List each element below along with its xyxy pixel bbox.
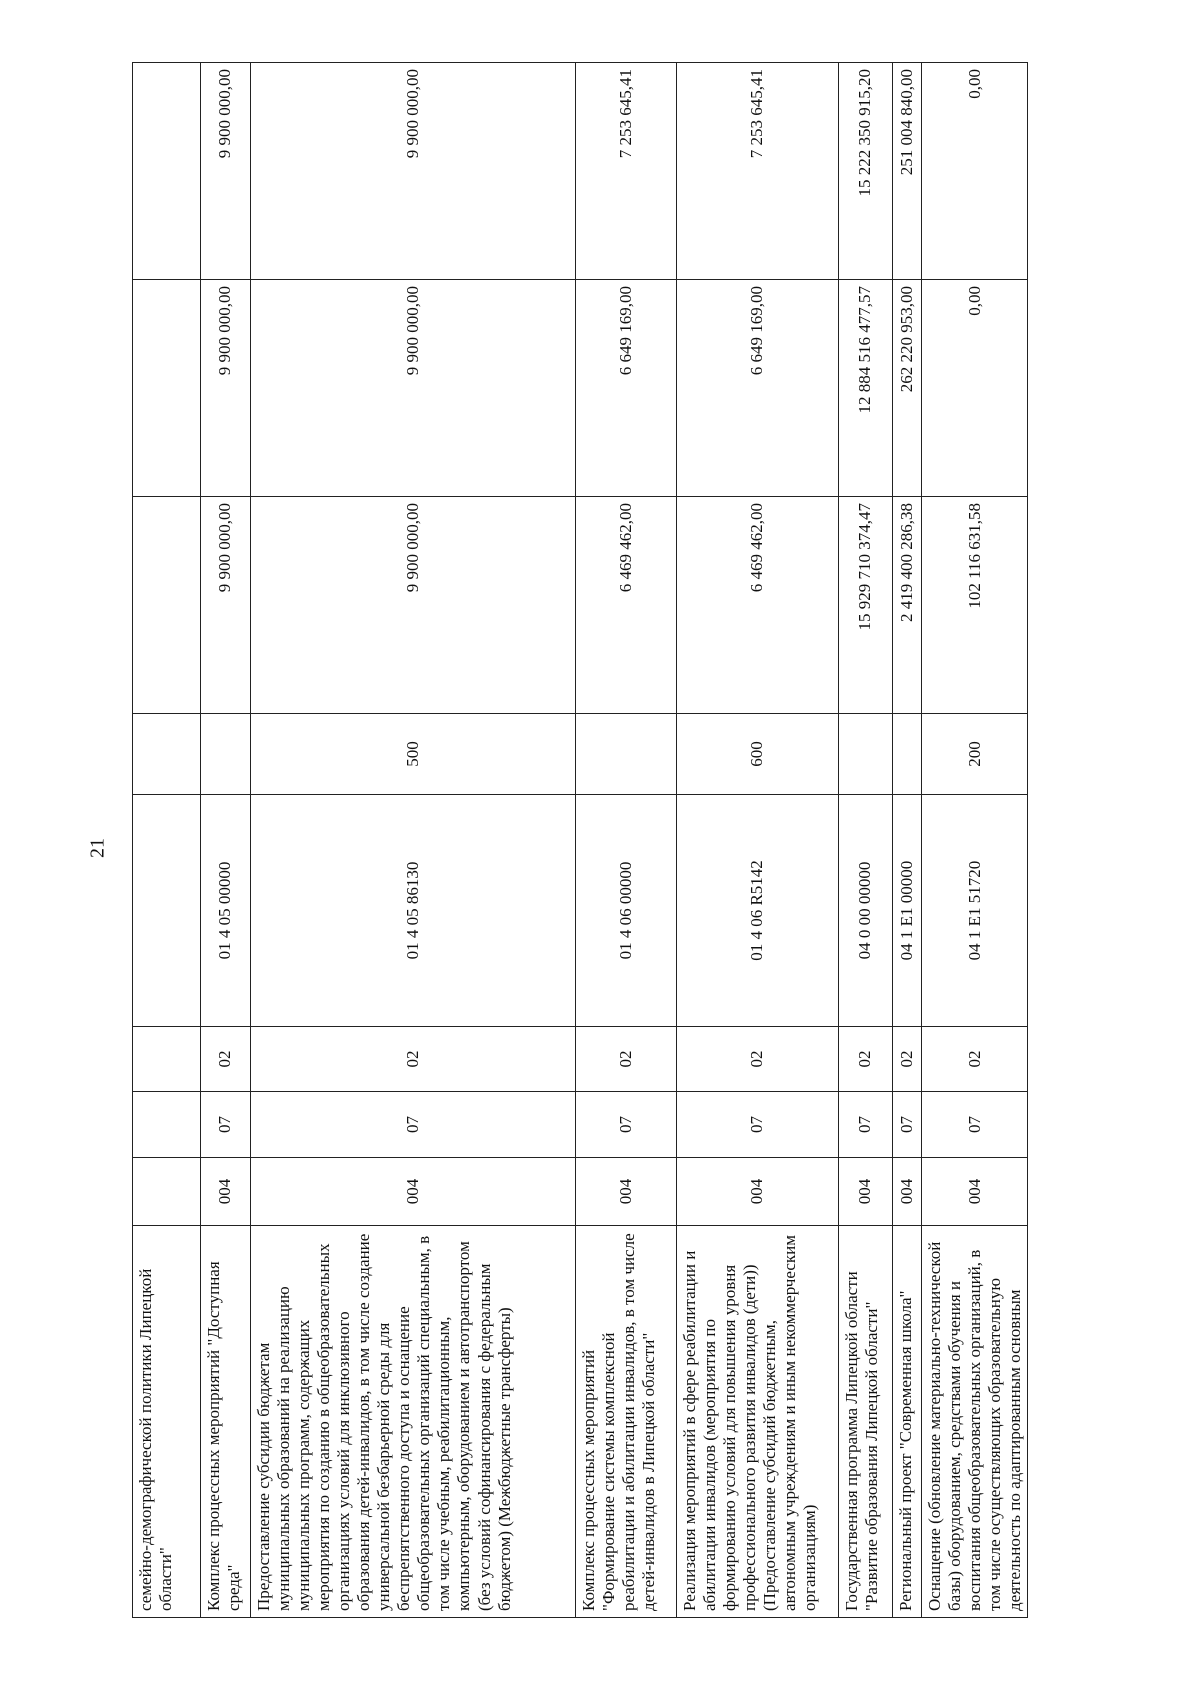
target-article-code: 01 4 06 R5142 [677,795,839,1027]
section-code: 07 [677,1092,839,1158]
row-name: Оснащение (обновление материально-технической базы) оборудованием, средствами обучения и воспитания общеобразовательных организаций, в том числе осуществляющих образовательную деятельность по адаптированным основным [922,1226,1028,1618]
subsection-code [133,1027,201,1092]
amount-year-3: 9 900 000,00 [251,63,576,280]
target-article-code: 04 0 00 00000 [839,795,893,1027]
table-row [922,63,1028,1618]
table-row [839,63,893,1618]
page-number: 21 [86,838,109,858]
admin-code [133,1158,201,1226]
amount-year-3: 251 004 840,00 [893,63,922,280]
expense-type-code [839,714,893,795]
table-row [893,63,922,1618]
amount-year-3: 7 253 645,41 [576,63,677,280]
table-row [201,63,251,1618]
row-name: Государственная программа Липецкой области "Развитие образования Липецкой области" [839,1226,893,1618]
expense-type-code: 200 [922,714,1028,795]
target-article-code: 01 4 06 00000 [576,795,677,1027]
expense-type-code [893,714,922,795]
section-code: 07 [201,1092,251,1158]
amount-year-2: 12 884 516 477,57 [839,280,893,497]
section-code: 07 [922,1092,1028,1158]
admin-code: 004 [201,1158,251,1226]
target-article-code [133,795,201,1027]
amount-year-3: 7 253 645,41 [677,63,839,280]
expense-type-code: 600 [677,714,839,795]
amount-year-2: 9 900 000,00 [251,280,576,497]
section-code: 07 [839,1092,893,1158]
row-name: Комплекс процессных мероприятий "Формирование системы комплексной реабилитации и абилитации инвалидов, в том числе детей-инвалидов в Липецкой области" [576,1226,677,1618]
amount-year-3 [133,63,201,280]
target-article-code: 04 1 E1 51720 [922,795,1028,1027]
admin-code: 004 [576,1158,677,1226]
amount-year-1: 2 419 400 286,38 [893,497,922,714]
subsection-code: 02 [839,1027,893,1092]
row-name: Реализация мероприятий в сфере реабилитации и абилитации инвалидов (мероприятия по формированию условий для повышения уровня профессионального развития инвалидов (дети)) (Предоставление субсидий бюджетным, автономным учреждениям и иным некоммерческим организациям) [677,1226,839,1618]
section-code: 07 [576,1092,677,1158]
table-row [576,63,677,1618]
amount-year-2: 262 220 953,00 [893,280,922,497]
row-name: Предоставление субсидии бюджетам муниципальных образований на реализацию муниципальных программ, содержащих мероприятия по созданию в общеобразовательных организациях условий для инклюзивного образования детей-инвалидов, в том числе создание универсальной безбарьерной среды для беспрепятственного доступа и оснащение общеобразовательных организаций специальным, в том числе учебным, реабилитационным, компьютерным, оборудованием и автотранспортом (без условий софинансирования с федеральным бюджетом) (Межбюджетные трансферты) [251,1226,576,1618]
amount-year-1 [133,497,201,714]
target-article-code: 01 4 05 86130 [251,795,576,1027]
admin-code: 004 [251,1158,576,1226]
amount-year-1: 9 900 000,00 [251,497,576,714]
amount-year-1: 15 929 710 374,47 [839,497,893,714]
budget-table [132,62,1028,1618]
amount-year-3: 9 900 000,00 [201,63,251,280]
amount-year-2: 9 900 000,00 [201,280,251,497]
subsection-code: 02 [576,1027,677,1092]
subsection-code: 02 [201,1027,251,1092]
amount-year-1: 9 900 000,00 [201,497,251,714]
amount-year-2 [133,280,201,497]
expense-type-code: 500 [251,714,576,795]
subsection-code: 02 [251,1027,576,1092]
expense-type-code [576,714,677,795]
amount-year-1: 102 116 631,58 [922,497,1028,714]
target-article-code: 01 4 05 00000 [201,795,251,1027]
row-name: Региональный проект "Современная школа" [893,1226,922,1618]
admin-code: 004 [677,1158,839,1226]
amount-year-2: 0,00 [922,280,1028,497]
section-code [133,1092,201,1158]
amount-year-3: 0,00 [922,63,1028,280]
rotated-page-content [132,63,1025,1618]
amount-year-2: 6 649 169,00 [576,280,677,497]
target-article-code: 04 1 E1 00000 [893,795,922,1027]
subsection-code: 02 [677,1027,839,1092]
table-row [251,63,576,1618]
amount-year-2: 6 649 169,00 [677,280,839,497]
table-row [677,63,839,1618]
expense-type-code [201,714,251,795]
amount-year-1: 6 469 462,00 [576,497,677,714]
table-row [133,63,201,1618]
subsection-code: 02 [922,1027,1028,1092]
row-name: Комплекс процессных мероприятий "Доступная среда" [201,1226,251,1618]
subsection-code: 02 [893,1027,922,1092]
row-name: семейно-демографической политики Липецкой области" [133,1226,201,1618]
section-code: 07 [893,1092,922,1158]
amount-year-3: 15 222 350 915,20 [839,63,893,280]
admin-code: 004 [839,1158,893,1226]
admin-code: 004 [922,1158,1028,1226]
expense-type-code [133,714,201,795]
section-code: 07 [251,1092,576,1158]
amount-year-1: 6 469 462,00 [677,497,839,714]
admin-code: 004 [893,1158,922,1226]
